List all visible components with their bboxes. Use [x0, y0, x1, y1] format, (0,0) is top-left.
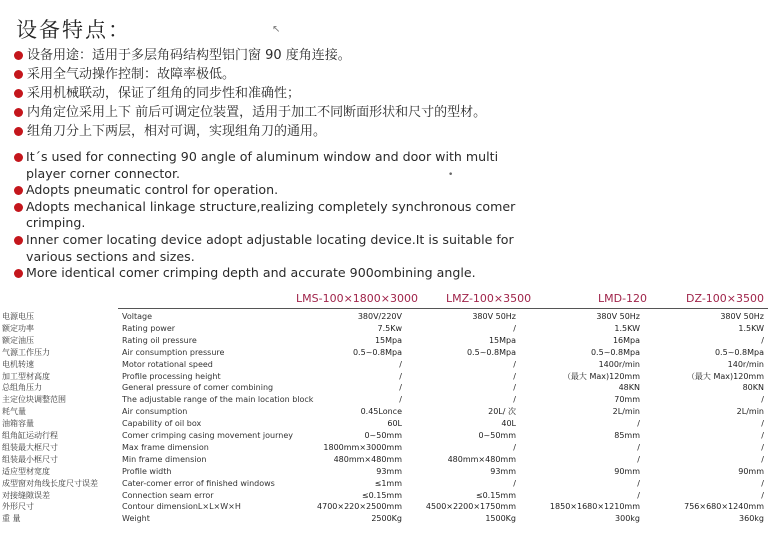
feature-en-text: Adopts mechanical linkage structure,realizing completely synchronous comer crimping.: [26, 198, 516, 231]
spec-label-cn: 额定功率: [2, 323, 34, 333]
table-row: [0, 311, 770, 323]
spec-value: 7.5Kw: [377, 323, 402, 333]
spec-value: /: [513, 323, 516, 333]
table-row: [0, 513, 770, 525]
spec-value: /: [513, 395, 516, 405]
table-row: [0, 347, 770, 359]
spec-value: 4700×220×2500mm: [317, 502, 402, 512]
spec-label-cn: 外形尺寸: [2, 502, 34, 512]
spec-value: 85mm: [614, 431, 640, 440]
spec-label-en: Capability of oil box: [122, 419, 202, 429]
spec-value: 380V 50Hz: [596, 312, 640, 321]
spec-label-en: General pressure of comer combining: [122, 383, 274, 393]
spec-value: /: [513, 371, 516, 381]
spec-label-en: Max frame dimension: [122, 442, 209, 452]
table-row: [0, 430, 770, 442]
stray-mark: ↖: [272, 24, 281, 35]
feature-cn-text: 采用全气动操作控制：故障率极低。: [27, 67, 236, 82]
spec-value: 0.5~0.8Mpa: [714, 347, 764, 357]
spec-label-en: Air consumption pressure: [122, 347, 225, 357]
spec-value: /: [399, 359, 402, 369]
list-item: [14, 103, 574, 122]
spec-value: 1400r/min: [598, 359, 640, 369]
spec-value: 90mm: [614, 466, 640, 476]
list-item: [14, 65, 574, 84]
spec-label-en: Voltage: [122, 312, 153, 321]
spec-value: 0~50mm: [364, 431, 402, 440]
spec-value: /: [399, 383, 402, 393]
bullet-icon: [14, 51, 23, 60]
spec-value: /: [761, 442, 764, 452]
spec-value: /: [761, 395, 764, 405]
spec-label-cn: 气源工作压力: [2, 347, 50, 357]
spec-value: /: [399, 371, 402, 381]
list-item: [14, 149, 534, 182]
bullet-icon: [14, 108, 23, 117]
table-row: [0, 501, 770, 513]
spec-value: 1500Kg: [485, 514, 516, 524]
spec-label-cn: 电源电压: [2, 312, 34, 321]
spec-value: 0.5~0.8Mpa: [590, 347, 640, 357]
spec-label-en: Contour dimensionL×L×W×H: [122, 502, 241, 512]
spec-value: 93mm: [490, 466, 516, 476]
spec-value: 360kg: [739, 514, 764, 524]
spec-value: 70mm: [614, 395, 640, 405]
feature-cn-text: 采用机械联动，保证了组角的同步性和准确性；: [27, 86, 301, 101]
spec-label-en: Min frame dimension: [122, 454, 207, 464]
spec-value: 1.5KW: [614, 323, 640, 333]
spec-label-cn: 成型窗对角线长度尺寸误差: [2, 478, 98, 488]
spec-label-cn: 额定油压: [2, 335, 34, 345]
table-row: [0, 406, 770, 418]
spec-value: 15Mpa: [374, 335, 402, 345]
list-item: [14, 84, 574, 103]
spec-value: /: [513, 478, 516, 488]
features-cn-list: [14, 46, 574, 141]
list-item: [14, 46, 574, 65]
spec-value: /: [761, 431, 764, 440]
spec-label-en: Connection seam error: [122, 490, 214, 500]
bullet-icon: [14, 89, 23, 98]
spec-value: /: [761, 335, 764, 345]
model-header: LMZ-100×3500: [446, 292, 532, 305]
spec-value: /: [513, 359, 516, 369]
spec-value: /: [637, 490, 640, 500]
spec-value: 48KN: [618, 383, 640, 393]
spec-label-en: Profile processing height: [122, 371, 221, 381]
table-row: [0, 394, 770, 406]
table-row: [0, 359, 770, 371]
table-row: [0, 382, 770, 394]
list-item: [14, 199, 534, 232]
spec-label-cn: 对接缝隙误差: [2, 490, 50, 500]
spec-value: 1.5KW: [738, 323, 764, 333]
spec-label-en: Air consumption: [122, 407, 188, 417]
spec-value: 480mm×480mm: [447, 454, 516, 464]
bullet-icon: [14, 186, 23, 195]
spec-value: /: [637, 419, 640, 429]
spec-label-cn: 组装最大框尺寸: [2, 442, 58, 452]
header-divider: [118, 308, 768, 309]
spec-value: /: [637, 442, 640, 452]
spec-value: /: [513, 383, 516, 393]
spec-value: 140r/min: [727, 359, 764, 369]
table-row: [0, 418, 770, 430]
spec-label-cn: 加工型材高度: [2, 371, 50, 381]
spec-label-cn: 组角缸运动行程: [2, 431, 58, 440]
spec-value: ≤0.15mm: [475, 490, 516, 500]
spec-value: 0~50mm: [478, 431, 516, 440]
spec-value: 2500Kg: [371, 514, 402, 524]
spec-value: 380V 50Hz: [720, 312, 764, 321]
table-row: [0, 490, 770, 502]
spec-label-cn: 油箱容量: [2, 419, 34, 429]
bullet-icon: [14, 203, 23, 212]
features-en-list: [14, 149, 534, 282]
spec-label-cn: 主定位块调整范围: [2, 395, 66, 405]
spec-value: /: [513, 442, 516, 452]
table-row: [0, 335, 770, 347]
model-header: DZ-100×3500: [686, 292, 764, 305]
spec-value: /: [761, 490, 764, 500]
bullet-icon: [14, 153, 23, 162]
spec-value: 0.5~0.8Mpa: [352, 347, 402, 357]
page-title: 设备特点：: [16, 18, 131, 42]
spec-label-en: Motor rotational speed: [122, 359, 213, 369]
spec-value: /: [637, 478, 640, 488]
spec-value: 60L: [387, 419, 402, 429]
feature-cn-text: 组角刀分上下两层，相对可调，实现组角刀的通用。: [27, 124, 327, 139]
list-item: [14, 182, 534, 199]
stray-dot: •: [448, 170, 454, 180]
spec-value: 380V/220V: [357, 312, 402, 321]
spec-value: 380V 50Hz: [472, 312, 516, 321]
list-item: [14, 232, 534, 265]
spec-value: 90mm: [738, 466, 764, 476]
spec-value: 93mm: [376, 466, 402, 476]
spec-value: 1800mm×3000mm: [323, 442, 402, 452]
spec-value: 0.45Lonce: [360, 407, 402, 417]
feature-en-text: Adopts pneumatic control for operation.: [26, 182, 279, 198]
feature-cn-text: 内角定位采用上下 前后可调定位装置，适用于加工不同断面形状和尺寸的型材。: [27, 105, 487, 120]
spec-label-cn: 适应型材宽度: [2, 466, 50, 476]
feature-en-text: Inner comer locating device adopt adjustable locating device.It is suitable for various sections and sizes.: [26, 231, 514, 264]
spec-value: 2L/min: [612, 407, 640, 417]
spec-label-cn: 电机转速: [2, 359, 34, 369]
spec-label-cn: 重 量: [2, 514, 21, 524]
spec-label-en: Profile width: [122, 466, 172, 476]
spec-label-en: Comer crimping casing movement journey: [122, 431, 293, 440]
table-row: [0, 371, 770, 383]
spec-label-en: Weight: [122, 514, 150, 524]
spec-value: 20L/ 次: [488, 407, 516, 417]
spec-value: /: [637, 454, 640, 464]
spec-label-en: The adjustable range of the main location block: [122, 395, 314, 405]
spec-value: /: [761, 419, 764, 429]
spec-label-en: Cater-comer error of finished windows: [122, 478, 275, 488]
spec-value: /: [399, 395, 402, 405]
list-item: [14, 122, 574, 141]
spec-value: （最大 Max)120mm: [686, 371, 764, 381]
spec-value: /: [761, 454, 764, 464]
spec-value: 756×680×1240mm: [684, 502, 764, 512]
spec-value: ≤1mm: [374, 478, 402, 488]
table-row: [0, 323, 770, 335]
spec-value: ≤0.15mm: [361, 490, 402, 500]
spec-label-cn: 耗气量: [2, 407, 26, 417]
bullet-icon: [14, 127, 23, 136]
feature-en-text: It´s used for connecting 90 angle of aluminum window and door with multi player corner connector.: [26, 149, 499, 181]
feature-cn-text: 设备用途：适用于多层角码结构型铝门窗 90 度角连接。: [27, 48, 351, 63]
spec-value: 480mm×480mm: [333, 454, 402, 464]
spec-value: 16Mpa: [612, 335, 640, 345]
table-row: [0, 442, 770, 454]
bullet-icon: [14, 269, 23, 278]
spec-value: 40L: [501, 419, 516, 429]
spec-value: 1850×1680×1210mm: [549, 502, 640, 512]
table-row: [0, 478, 770, 490]
model-header: LMD-120: [598, 292, 648, 305]
spec-value: 300kg: [615, 514, 640, 524]
spec-label-cn: 总组角压力: [2, 383, 42, 393]
spec-value: 80KN: [742, 383, 764, 393]
bullet-icon: [14, 236, 23, 245]
spec-value: 2L/min: [736, 407, 764, 417]
spec-value: （最大 Max)120mm: [562, 371, 640, 381]
spec-value: 4500×2200×1750mm: [425, 502, 516, 512]
spec-value: 0.5~0.8Mpa: [466, 347, 516, 357]
spec-value: 15Mpa: [488, 335, 516, 345]
spec-label-en: Rating power: [122, 323, 176, 333]
spec-label-cn: 组装最小框尺寸: [2, 454, 58, 464]
feature-en-text: More identical comer crimping depth and accurate 900ombining angle.: [26, 265, 476, 281]
spec-label-en: Rating oil pressure: [122, 335, 197, 345]
spec-value: /: [761, 478, 764, 488]
model-header: LMS-100×1800×3000: [296, 292, 418, 305]
list-item: [14, 265, 534, 282]
table-row: [0, 466, 770, 478]
table-row: [0, 454, 770, 466]
bullet-icon: [14, 70, 23, 79]
